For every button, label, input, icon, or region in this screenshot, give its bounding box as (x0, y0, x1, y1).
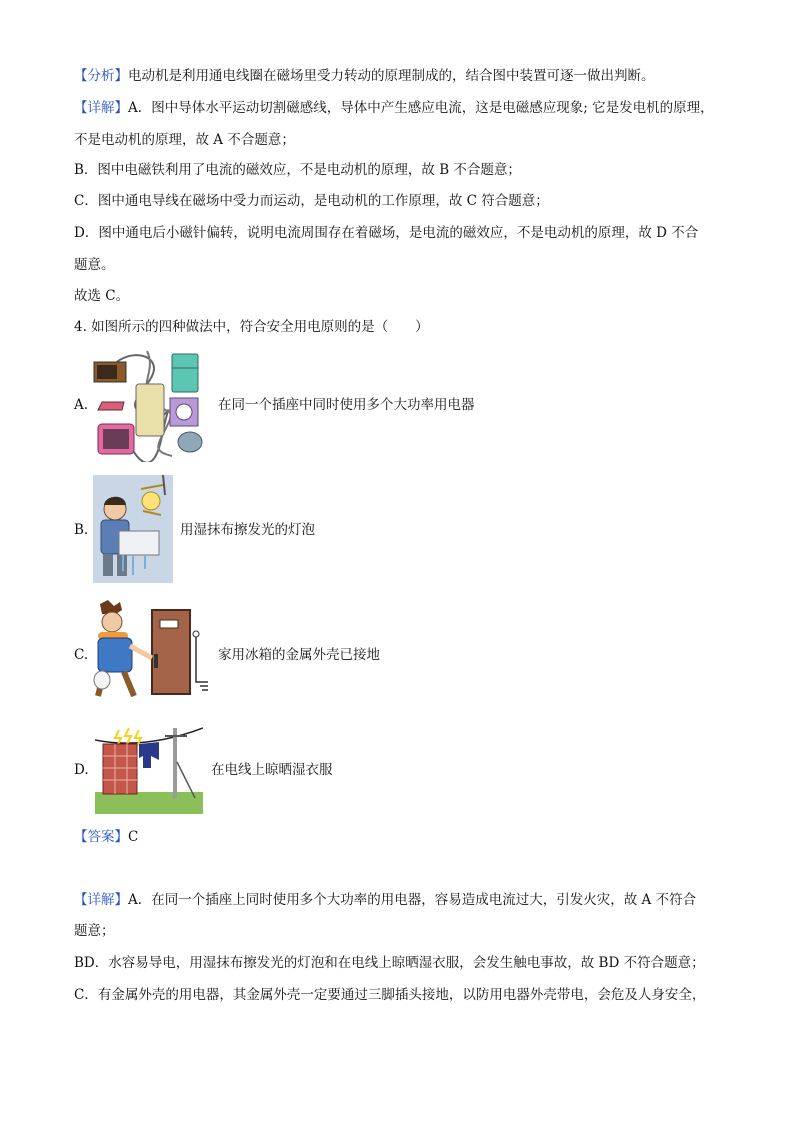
detail2-line1 (74, 890, 696, 910)
option-b-illustration (93, 475, 173, 583)
option-a-text: 在同一个插座中同时使用多个大功率用电器 (218, 397, 475, 413)
option-d-text: 在电线上晾晒湿衣服 (211, 762, 333, 778)
detail1-tag: 【详解】 (74, 100, 128, 116)
detail2-line3: BD．水容易导电，用湿抹布擦发光的灯泡和在电线上晾晒湿衣服，会发生触电事故，故 BD 不符合题意； (74, 955, 705, 971)
detail1-line3: B．图中电磁铁利用了电流的磁效应，不是电动机的原理，故 B 不合题意； (74, 162, 521, 178)
option-c-letter: C. (74, 647, 89, 663)
answer-line (74, 827, 138, 847)
question-stem: 4. 如图所示的四种做法中，符合安全用电原则的是（ ） (74, 319, 429, 335)
option-a-illustration (92, 346, 210, 462)
answer-tag: 【答案】 (74, 829, 128, 845)
detail1-line7: 故选 C。 (74, 288, 130, 304)
option-d-illustration (95, 722, 203, 814)
detail2-text-1: A．在同一个插座上同时使用多个大功率的用电器，容易造成电流过大，引发火灾，故 A 不符合 (128, 892, 697, 908)
detail1-line2: 不是电动机的原理，故 A 不合题意； (74, 132, 295, 148)
analysis-tag: 【分析】 (74, 68, 128, 84)
option-a-letter: A. (74, 397, 89, 413)
answer-value: C (128, 829, 139, 845)
detail2-line4: C．有金属外壳的用电器，其金属外壳一定要通过三脚插头接地，以防用电器外壳带电，会危及人身安全， (74, 987, 706, 1003)
option-d-letter: D. (74, 762, 89, 778)
option-c-illustration (90, 600, 212, 700)
option-b-text: 用湿抹布擦发光的灯泡 (180, 522, 315, 538)
detail1-line6: 题意。 (74, 257, 115, 273)
option-c-text: 家用冰箱的金属外壳已接地 (218, 647, 380, 663)
analysis-text: 电动机是利用通电线圈在磁场里受力转动的原理制成的，结合图中装置可逐一做出判断。 (128, 68, 655, 84)
detail2-line2: 题意； (74, 923, 115, 939)
detail1-line1 (74, 98, 714, 118)
detail1-line4: C．图中通电导线在磁场中受力而运动，是电动机的工作原理，故 C 符合题意； (74, 193, 549, 209)
option-b-letter: B. (74, 522, 89, 538)
detail1-text-1: A．图中导体水平运动切割磁感线，导体中产生感应电流，这是电磁感应现象; 它是发电机的原理， (128, 100, 714, 116)
detail2-tag: 【详解】 (74, 892, 128, 908)
detail1-line5: D．图中通电后小磁针偏转，说明电流周围存在着磁场，是电流的磁效应，不是电动机的原理，故 D 不合 (74, 225, 699, 241)
analysis-paragraph (74, 66, 655, 86)
